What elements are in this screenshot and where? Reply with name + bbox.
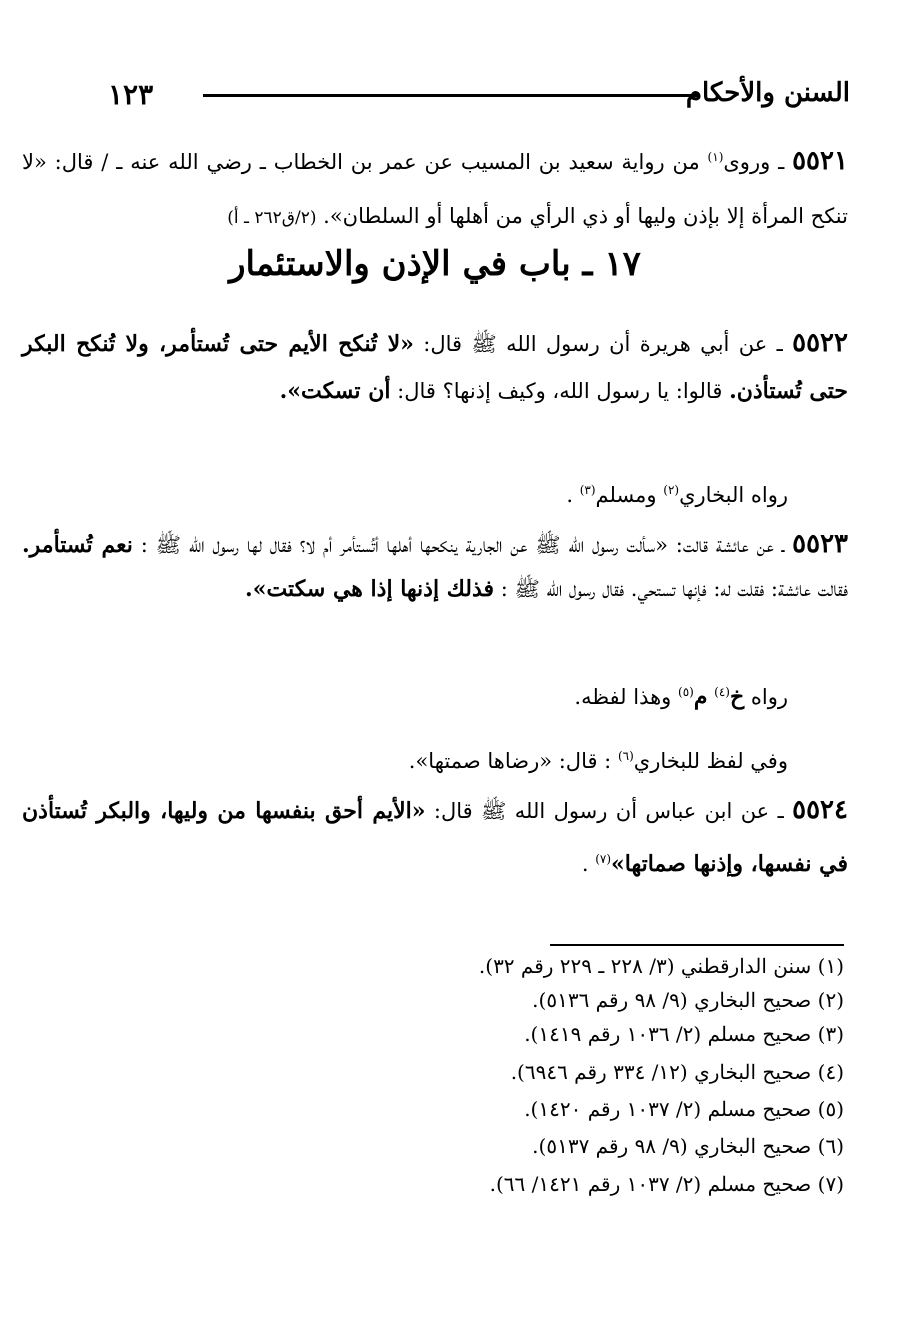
footnote: (٣) صحيح مسلم (٢/ ١٠٣٦ رقم ١٤١٩). <box>524 1022 844 1046</box>
text: وروى <box>723 150 771 174</box>
footnote: (١) سنن الدارقطني (٣/ ٢٢٨ ـ ٢٢٩ رقم ٣٢). <box>478 954 844 978</box>
footnote: (٦) صحيح البخاري (٩/ ٩٨ رقم ٥١٣٧). <box>532 1134 844 1158</box>
narration-abbr: خ <box>729 684 745 710</box>
dash: ـ <box>776 332 783 356</box>
footnote: (٥) صحيح مسلم (٢/ ١٠٣٧ رقم ١٤٢٠). <box>524 1097 844 1121</box>
page-number: ١٢٣ <box>108 78 154 111</box>
dash: ـ <box>777 799 784 823</box>
footnote-ref: (٥) <box>678 685 694 699</box>
narration-text: رواه البخاري <box>679 483 788 507</box>
text: عن أبي هريرة أن رسول الله ﷺ قال: <box>423 332 768 356</box>
hadith-number: ٥٥٢٢ <box>792 328 848 358</box>
hadith-5523 <box>22 522 848 611</box>
narration-text: ومسلم <box>595 483 657 507</box>
text: قالوا: يا رسول الله، وكيف إذنها؟ قال: <box>397 379 723 403</box>
footnote-ref: (٧) <box>595 852 612 866</box>
quote: «لا تنكح المرأة إلا بإذن وليها أو ذي الرأي من أهلها أو السلطان». <box>22 150 848 228</box>
text: عن عائشة قالت: «سألت رسول الله ﷺ عن الجارية ينكحها أهلها أتُستأمر أم لا؟ فقال لها رسول الله ﷺ : <box>140 533 774 557</box>
hadith-number: ٥٥٢٣ <box>792 529 848 559</box>
quote: فذلك إذنها إذا هي سكتت». <box>245 576 495 602</box>
narration-text: . <box>566 483 573 507</box>
chapter-title: ١٧ ـ باب في الإذن والاستئمار <box>229 244 641 284</box>
text: فقالت عائشة: فقلت له: فإنها تستحي. فقال رسول الله ﷺ : <box>500 577 848 601</box>
quote: نعم تُستأمر. <box>22 532 133 558</box>
footnote: (٤) صحيح البخاري (١٢/ ٣٣٤ رقم ٦٩٤٦). <box>510 1060 844 1084</box>
footnote: (٧) صحيح مسلم (٢/ ١٠٣٧ رقم ١٤٢١/ ٦٦). <box>489 1172 844 1196</box>
dash: ـ <box>778 150 785 174</box>
book-title: السنن والأحكام <box>685 78 850 108</box>
narration-abbr: م <box>693 684 708 710</box>
narration-5522 <box>22 470 848 515</box>
text: من رواية سعيد بن المسيب عن عمر بن الخطاب ـ رضي الله عنه ـ / قال: <box>54 150 700 174</box>
narration-text: رواه <box>750 685 788 709</box>
footnote-rule <box>550 944 844 946</box>
quote: «لا تُنكح الأيم حتى تُستأمر، ولا تُنكح البكر حتى تُستأذن. <box>22 331 848 404</box>
footnote-ref: (٣) <box>579 483 596 497</box>
footnote-ref: (٦) <box>617 749 634 763</box>
narration-5523 <box>22 672 848 717</box>
running-header <box>108 76 850 116</box>
footnote-ref: (٤) <box>714 685 730 699</box>
variant-text: وفي لفظ للبخاري <box>633 749 788 773</box>
text: عن ابن عباس أن رسول الله ﷺ قال: <box>433 799 770 823</box>
hadith-5522 <box>22 320 848 415</box>
text: . <box>581 852 589 876</box>
narration-text: وهذا لفظه. <box>574 685 672 709</box>
hadith-number: ٥٥٢٤ <box>792 795 848 825</box>
manuscript-ref: (٢/ق٢٦٢ ـ أ) <box>227 208 317 228</box>
hadith-number: ٥٥٢١ <box>792 146 848 176</box>
header-rule <box>203 94 700 97</box>
footnote-ref: (٢) <box>663 483 680 497</box>
hadith-5521 <box>22 130 848 245</box>
hadith-5524 <box>22 786 848 888</box>
dash: ـ <box>781 533 785 557</box>
footnote: (٢) صحيح البخاري (٩/ ٩٨ رقم ٥١٣٦). <box>532 988 844 1012</box>
variant-text: : قال: «رضاها صمتها». <box>408 749 612 773</box>
quote: «الأيم أحق بنفسها من وليها، والبكر تُستأذن في نفسها، وإذنها صماتها» <box>22 798 848 877</box>
footnote-ref: (١) <box>707 150 724 164</box>
quote: أن تسكت». <box>279 378 391 404</box>
variant-wording <box>22 736 848 781</box>
